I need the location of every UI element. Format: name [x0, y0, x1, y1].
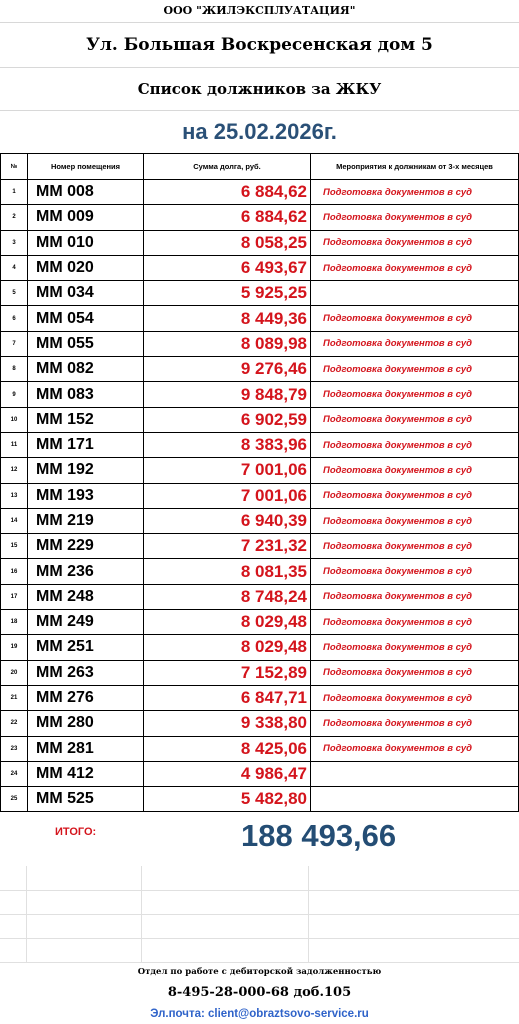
debt-amount: 8 029,48: [144, 635, 311, 660]
room-number: ММ 193: [28, 483, 144, 508]
debt-action: Подготовка документов в суд: [311, 610, 519, 635]
row-number: 12: [1, 458, 28, 483]
company-name: ООО "ЖИЛЭКСПЛУАТАЦИЯ": [0, 0, 519, 23]
debt-action: Подготовка документов в суд: [311, 483, 519, 508]
debt-amount: 7 152,89: [144, 660, 311, 685]
grid-line: [308, 866, 309, 962]
row-number: 18: [1, 610, 28, 635]
empty-grid: [0, 866, 519, 962]
room-number: ММ 010: [28, 230, 144, 255]
debt-action: Подготовка документов в суд: [311, 407, 519, 432]
table-row: [1, 584, 519, 609]
row-number: 25: [1, 787, 28, 812]
report-date: на 25.02.2026г.: [182, 119, 337, 144]
total-row: [0, 812, 519, 866]
room-number: ММ 171: [28, 432, 144, 457]
debt-amount: 8 029,48: [144, 610, 311, 635]
address-title: Ул. Большая Воскресенская дом 5: [0, 23, 519, 68]
row-number: 21: [1, 685, 28, 710]
table-row: [1, 382, 519, 407]
debt-action: [311, 787, 519, 812]
room-number: ММ 034: [28, 281, 144, 306]
table-row: [1, 230, 519, 255]
grid-line: [26, 866, 27, 962]
debt-amount: 9 276,46: [144, 357, 311, 382]
table-row: [1, 331, 519, 356]
debt-amount: 4 986,47: [144, 761, 311, 786]
total-value: 188 493,66: [241, 818, 397, 853]
col-header-num: №: [1, 154, 28, 180]
table-row: [1, 508, 519, 533]
debt-action: Подготовка документов в суд: [311, 685, 519, 710]
contact-email: Эл.почта: client@obraztsovo-service.ru: [150, 1008, 369, 1020]
table-row: [1, 255, 519, 280]
table-row: [1, 180, 519, 205]
room-number: ММ 229: [28, 534, 144, 559]
debt-action: Подготовка документов в суд: [311, 331, 519, 356]
row-number: 3: [1, 230, 28, 255]
debt-action: Подготовка документов в суд: [311, 458, 519, 483]
table-row: [1, 407, 519, 432]
room-number: ММ 219: [28, 508, 144, 533]
debt-amount: 6 940,39: [144, 508, 311, 533]
table-row: [1, 205, 519, 230]
room-number: ММ 251: [28, 635, 144, 660]
room-number: ММ 020: [28, 255, 144, 280]
debt-action: Подготовка документов в суд: [311, 711, 519, 736]
debt-amount: 9 848,79: [144, 382, 311, 407]
table-row: [1, 736, 519, 761]
table-row: [1, 761, 519, 786]
table-row: [1, 635, 519, 660]
debt-action: Подготовка документов в суд: [311, 559, 519, 584]
room-number: ММ 009: [28, 205, 144, 230]
list-title: Список должников за ЖКУ: [0, 68, 519, 111]
debt-action: Подготовка документов в суд: [311, 432, 519, 457]
debt-action: Подготовка документов в суд: [311, 736, 519, 761]
debt-action: Подготовка документов в суд: [311, 584, 519, 609]
row-number: 6: [1, 306, 28, 331]
room-number: ММ 280: [28, 711, 144, 736]
debt-amount: 9 338,80: [144, 711, 311, 736]
debt-action: Подготовка документов в суд: [311, 534, 519, 559]
room-number: ММ 083: [28, 382, 144, 407]
debt-action: Подготовка документов в суд: [311, 306, 519, 331]
room-number: ММ 236: [28, 559, 144, 584]
debt-amount: 5 925,25: [144, 281, 311, 306]
debt-amount: 8 748,24: [144, 584, 311, 609]
table-row: [1, 610, 519, 635]
row-number: 9: [1, 382, 28, 407]
table-body: [1, 180, 519, 812]
row-number: 22: [1, 711, 28, 736]
table-row: [1, 711, 519, 736]
room-number: ММ 152: [28, 407, 144, 432]
room-number: ММ 263: [28, 660, 144, 685]
room-number: ММ 276: [28, 685, 144, 710]
department-name: Отдел по работе с дебиторской задолженностью: [0, 962, 519, 981]
row-number: 23: [1, 736, 28, 761]
debt-amount: 8 449,36: [144, 306, 311, 331]
table-row: [1, 787, 519, 812]
debt-action: Подготовка документов в суд: [311, 205, 519, 230]
row-number: 2: [1, 205, 28, 230]
room-number: ММ 192: [28, 458, 144, 483]
debt-amount: 5 482,80: [144, 787, 311, 812]
row-number: 20: [1, 660, 28, 685]
debt-action: Подготовка документов в суд: [311, 508, 519, 533]
table-row: [1, 483, 519, 508]
room-number: ММ 249: [28, 610, 144, 635]
debt-amount: 8 089,98: [144, 331, 311, 356]
col-header-sum: Сумма долга, руб.: [144, 154, 311, 180]
col-header-action: Мероприятия к должникам от 3-х месяцев: [311, 154, 519, 180]
document-header: [0, 0, 519, 153]
debt-amount: 8 425,06: [144, 736, 311, 761]
table-row: [1, 306, 519, 331]
grid-line: [0, 938, 519, 939]
debt-action: [311, 281, 519, 306]
table-row: [1, 534, 519, 559]
row-number: 13: [1, 483, 28, 508]
contact-phone: 8-495-28-000-68 доб.105: [167, 985, 352, 1000]
grid-line: [0, 890, 519, 891]
debt-amount: 7 001,06: [144, 458, 311, 483]
debt-action: Подготовка документов в суд: [311, 230, 519, 255]
table-row: [1, 458, 519, 483]
room-number: ММ 055: [28, 331, 144, 356]
row-number: 24: [1, 761, 28, 786]
room-number: ММ 412: [28, 761, 144, 786]
document-footer: [0, 962, 519, 1023]
row-number: 16: [1, 559, 28, 584]
debt-amount: 6 902,59: [144, 407, 311, 432]
debt-action: Подготовка документов в суд: [311, 660, 519, 685]
total-label: ИТОГО:: [55, 826, 97, 838]
room-number: ММ 248: [28, 584, 144, 609]
grid-line: [0, 914, 519, 915]
debt-amount: 8 081,35: [144, 559, 311, 584]
room-number: ММ 525: [28, 787, 144, 812]
debt-amount: 6 847,71: [144, 685, 311, 710]
row-number: 15: [1, 534, 28, 559]
debt-amount: 7 001,06: [144, 483, 311, 508]
debt-amount: 6 884,62: [144, 205, 311, 230]
debt-action: Подготовка документов в суд: [311, 357, 519, 382]
debt-action: Подготовка документов в суд: [311, 382, 519, 407]
debt-action: Подготовка документов в суд: [311, 255, 519, 280]
table-row: [1, 685, 519, 710]
col-header-room: Номер помещения: [28, 154, 144, 180]
row-number: 8: [1, 357, 28, 382]
debtors-table: [0, 153, 519, 812]
room-number: ММ 281: [28, 736, 144, 761]
table-header-row: [1, 154, 519, 180]
debt-amount: 6 884,62: [144, 180, 311, 205]
table-row: [1, 559, 519, 584]
room-number: ММ 054: [28, 306, 144, 331]
table-row: [1, 357, 519, 382]
table-row: [1, 281, 519, 306]
row-number: 17: [1, 584, 28, 609]
grid-line: [141, 866, 142, 962]
debt-action: Подготовка документов в суд: [311, 635, 519, 660]
debt-amount: 8 058,25: [144, 230, 311, 255]
row-number: 7: [1, 331, 28, 356]
debt-amount: 7 231,32: [144, 534, 311, 559]
row-number: 4: [1, 255, 28, 280]
row-number: 14: [1, 508, 28, 533]
row-number: 5: [1, 281, 28, 306]
row-number: 11: [1, 432, 28, 457]
room-number: ММ 082: [28, 357, 144, 382]
table-row: [1, 432, 519, 457]
table-row: [1, 660, 519, 685]
debt-action: Подготовка документов в суд: [311, 180, 519, 205]
debt-amount: 6 493,67: [144, 255, 311, 280]
debt-action: [311, 761, 519, 786]
room-number: ММ 008: [28, 180, 144, 205]
row-number: 1: [1, 180, 28, 205]
row-number: 10: [1, 407, 28, 432]
debt-amount: 8 383,96: [144, 432, 311, 457]
row-number: 19: [1, 635, 28, 660]
